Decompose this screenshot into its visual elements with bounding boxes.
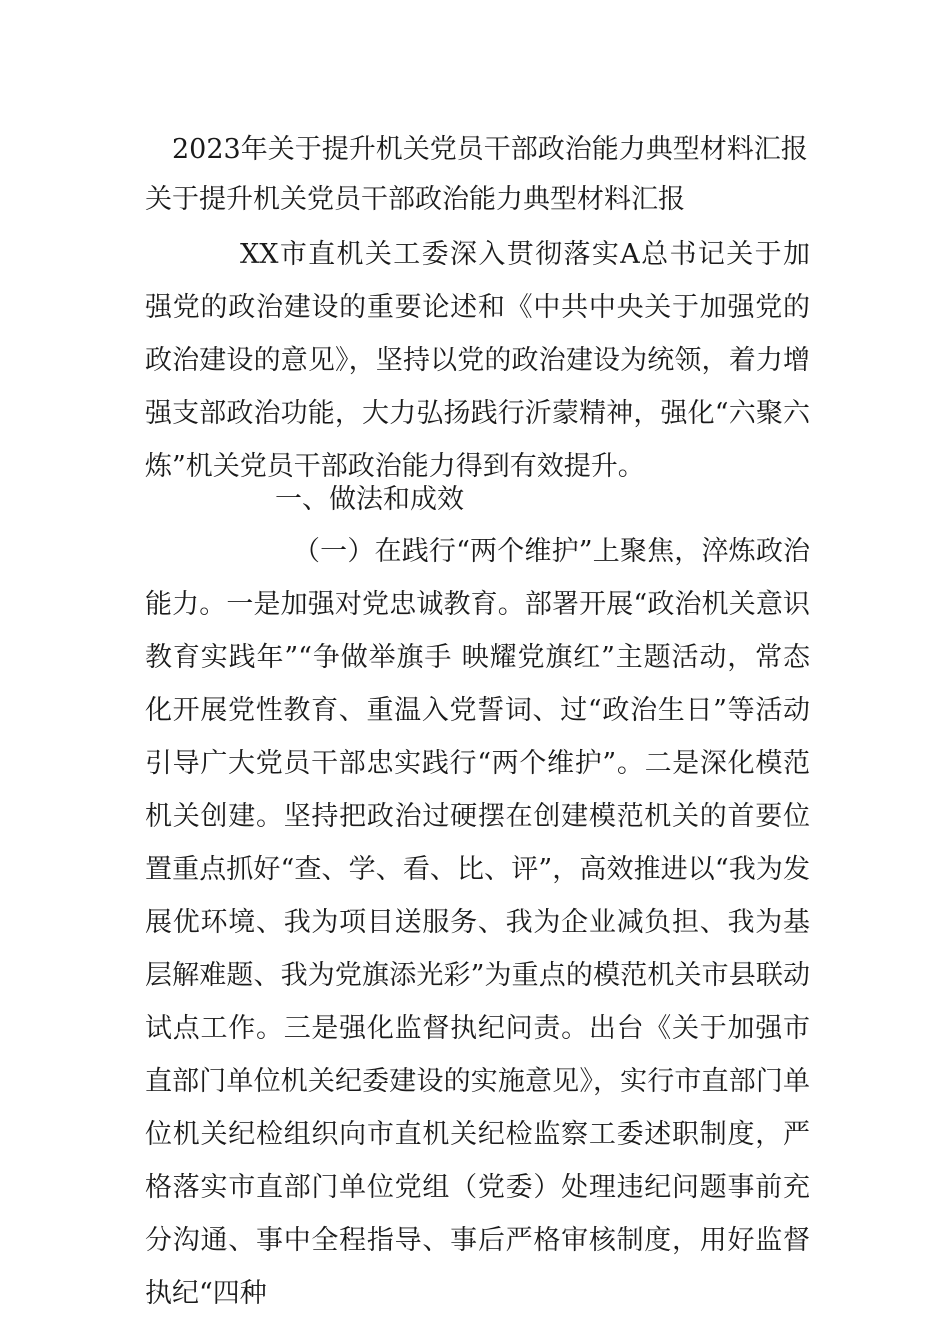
section-paragraph: （一）在践行“两个维护”上聚焦，淬炼政治能力。一是加强对党忠诚教育。部署开展“政治机关意识教育实践年”“争做举旗手 映耀党旗红”主题活动，常态化开展党性教育、重温入党誓词、过“政治生日”等活动引导广大党员干部忠实践行“两个维护”。二是深化模范机关创建。坚持把政治过硬摆在创建模范机关的首要位置重点抓好“查、学、看、比、评”，高效推进以“我为发展优环境、我为项目送服务、我为企业减负担、我为基层解难题、我为党旗添光彩”为重点的模范机关市县联动试点工作。三是强化监督执纪问责。出台《关于加强市直部门单位机关纪委建设的实施意见》，实行市直部门单位机关纪检组织向市直机关纪检监察工委述职制度，严格落实市直部门单位党组（党委）处理违纪问题事前充分沟通、事中全程指导、事后严格审核制度，用好监督执纪“四种	[145, 536, 810, 1309]
document-subtitle: 关于提升机关党员干部政治能力典型材料汇报	[145, 184, 685, 215]
document-title: 2023年关于提升机关党员干部政治能力典型材料汇报	[172, 134, 808, 165]
intro-paragraph: XX市直机关工委深入贯彻落实A总书记关于加强党的政治建设的重要论述和《中共中央关于加强党的政治建设的意见》，坚持以党的政治建设为统领，着力增强支部政治功能，大力弘扬践行沂蒙精神，强化“六聚六炼”机关党员干部政治能力得到有效提升。	[145, 239, 810, 482]
section-heading: 一、做法和成效	[275, 484, 464, 515]
